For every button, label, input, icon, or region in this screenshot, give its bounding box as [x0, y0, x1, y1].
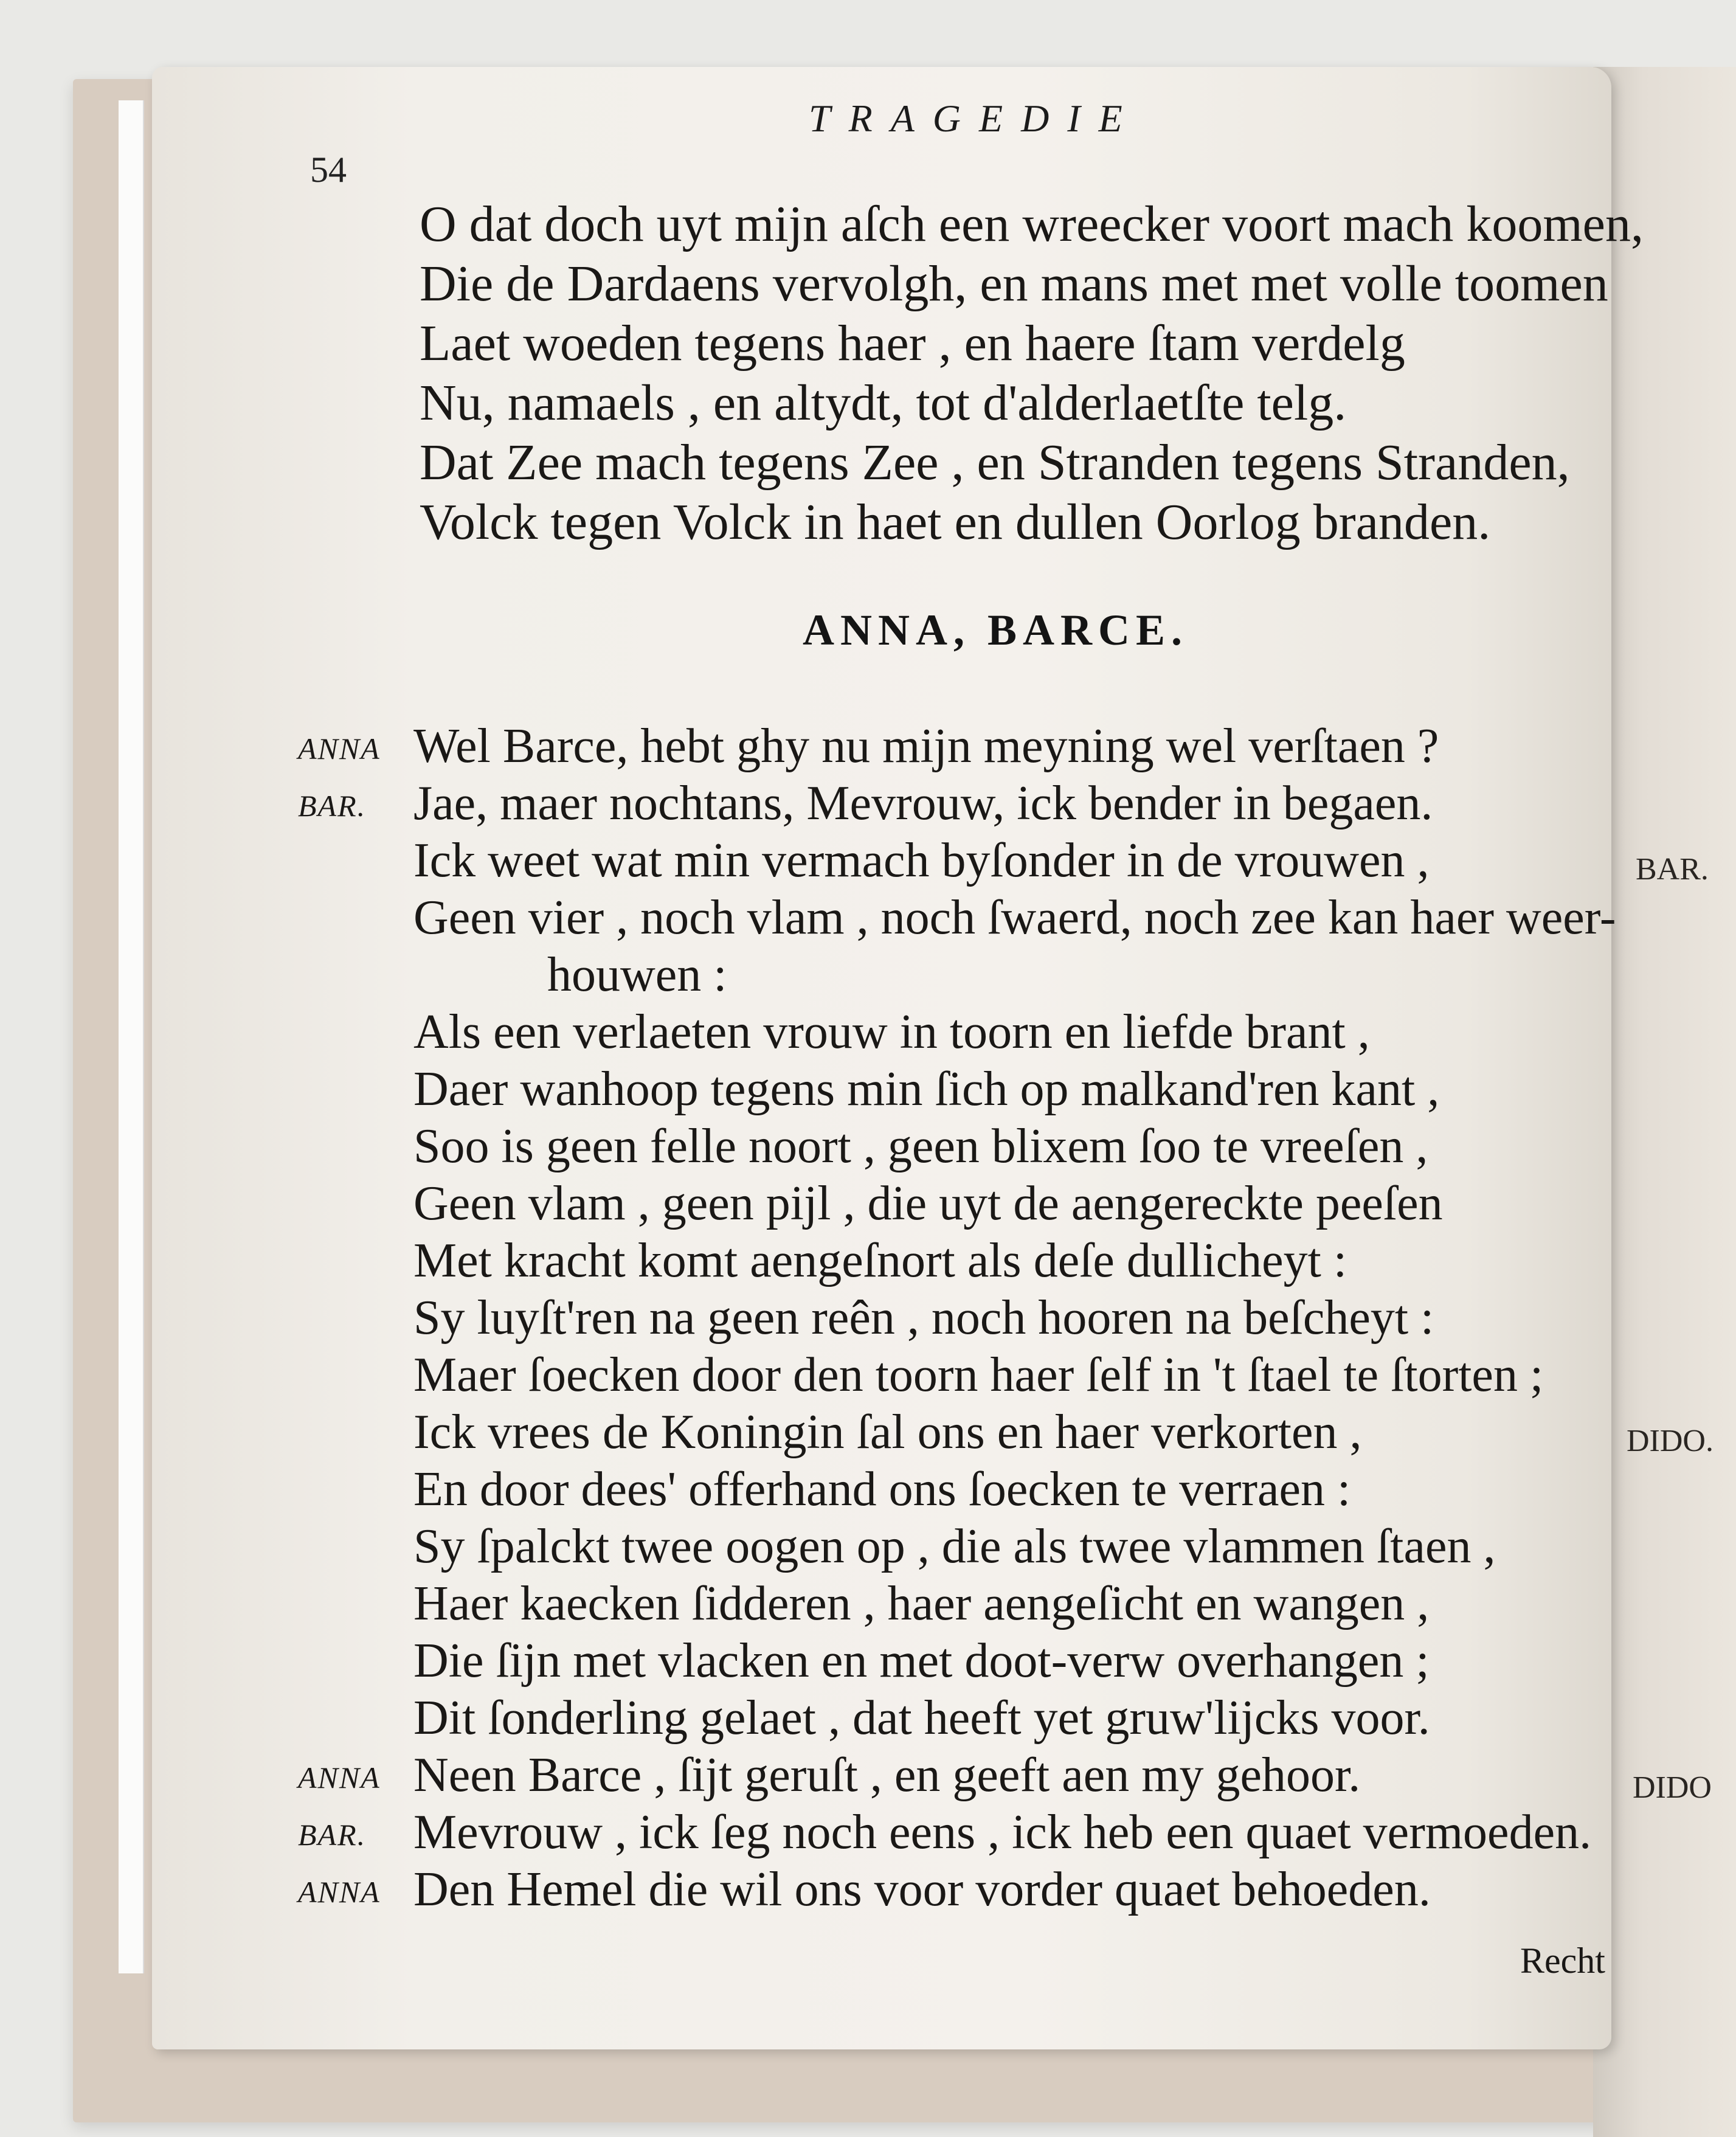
- speaker-label: BAR.: [298, 789, 367, 823]
- facing-margin-speaker: BAR.: [1636, 852, 1709, 887]
- facing-margin-speaker: DIDO.: [1627, 1424, 1714, 1458]
- speech-text: Sy luyſt'ren na geen reên , noch hooren na beſcheyt :: [413, 1291, 1434, 1345]
- dialogue-line: [298, 1575, 1624, 1632]
- speech-text: Wel Barce, hebt ghy nu mijn meyning wel verſtaen ?: [413, 719, 1439, 773]
- dialogue-line: [298, 1289, 1624, 1346]
- dialogue-line: [298, 1118, 1624, 1175]
- speech-text: Dit ſonderling gelaet , dat heeft yet gruw'lijcks voor.: [413, 1691, 1430, 1745]
- speaker-label: BAR.: [298, 1818, 367, 1852]
- dialogue-line: [298, 1747, 1624, 1804]
- dialogue-line: [298, 1689, 1624, 1747]
- dialogue-line: [298, 1061, 1624, 1118]
- dialogue-line: [298, 1003, 1624, 1061]
- speech-text: Geen vier , noch vlam , noch ſwaerd, noch zee kan haer weer-: [413, 891, 1616, 944]
- speech-text: Soo is geen felle noort , geen blixem ſoo te vreeſen ,: [413, 1120, 1428, 1173]
- speech-text: Ick vrees de Koningin ſal ons en haer verkorten ,: [413, 1405, 1362, 1459]
- speech-text: Met kracht komt aengeſnort als deſe dullicheyt :: [413, 1234, 1347, 1287]
- dialogue-line: [298, 775, 1624, 832]
- opening-verse: [420, 195, 1644, 552]
- dialogue-line: [298, 1804, 1624, 1861]
- speech-text: Den Hemel die wil ons voor vorder quaet behoeden.: [413, 1863, 1431, 1916]
- dialogue-line: [298, 832, 1624, 889]
- verse-line: O dat doch uyt mijn aſch een wreecker voort mach koomen,: [420, 196, 1644, 252]
- verse-line: Die de Dardaens vervolgh, en mans met met volle toomen: [420, 255, 1608, 312]
- speech-text: Sy ſpalckt twee oogen op , die als twee vlammen ſtaen ,: [413, 1520, 1496, 1573]
- dialogue-line: [298, 1632, 1624, 1689]
- scene-heading: ANNA, BARCE.: [803, 606, 1189, 654]
- speech-text: Daer wanhoop tegens min ſich op malkand'ren kant ,: [413, 1062, 1440, 1116]
- page-number: 54: [310, 150, 347, 190]
- speaker-label: ANNA: [298, 1761, 381, 1795]
- dialogue: [298, 718, 1624, 1918]
- dialogue-line: [298, 1861, 1624, 1918]
- dialogue-line: [298, 1346, 1624, 1404]
- dialogue-line: [298, 1404, 1624, 1461]
- dialogue-line: [298, 1232, 1624, 1289]
- speaker-label: ANNA: [298, 1875, 381, 1909]
- dialogue-line: [298, 946, 1624, 1003]
- dialogue-line: [298, 718, 1624, 775]
- dialogue-line: [298, 1518, 1624, 1575]
- speech-text: Ick weet wat min vermach byſonder in de vrouwen ,: [413, 834, 1430, 887]
- speech-text: Mevrouw , ick ſeg noch eens , ick heb een quaet vermoeden.: [413, 1806, 1592, 1859]
- dialogue-line: [298, 1175, 1624, 1232]
- dialogue-line: [298, 889, 1624, 946]
- verse-line: Volck tegen Volck in haet en dullen Oorlog branden.: [420, 494, 1491, 550]
- speech-text: Geen vlam , geen pijl , die uyt de aengereckte peeſen: [413, 1177, 1443, 1230]
- verse-line: Nu, namaels , en altydt, tot d'alderlaetſte telg.: [420, 375, 1347, 431]
- catchword: Recht: [1520, 1941, 1605, 1981]
- speech-text: En door dees' offerhand ons ſoecken te verraen :: [413, 1463, 1351, 1516]
- speech-text: Neen Barce , ſijt geruſt , en geeft aen my gehoor.: [413, 1748, 1361, 1802]
- speaker-label: ANNA: [298, 732, 381, 766]
- running-head: TRAGEDIE: [809, 97, 1141, 140]
- speech-text: Die ſijn met vlacken en met doot-verw overhangen ;: [413, 1634, 1430, 1688]
- paper-strip: [119, 100, 144, 1973]
- speech-text: Jae, maer nochtans, Mevrouw, ick bender in begaen.: [413, 777, 1433, 830]
- verse-line: Laet woeden tegens haer , en haere ſtam verdelg: [420, 315, 1405, 372]
- speech-text: Als een verlaeten vrouw in toorn en liefde brant ,: [413, 1005, 1370, 1059]
- speech-text: houwen :: [547, 948, 727, 1002]
- facing-margin-speaker: DIDO: [1633, 1770, 1712, 1805]
- verse-line: Dat Zee mach tegens Zee , en Stranden tegens Stranden,: [420, 434, 1570, 491]
- dialogue-line: [298, 1461, 1624, 1518]
- speech-text: Maer ſoecken door den toorn haer ſelf in 't ſtael te ſtorten ;: [413, 1348, 1544, 1402]
- speech-text: Haer kaecken ſidderen , haer aengeſicht en wangen ,: [413, 1577, 1430, 1630]
